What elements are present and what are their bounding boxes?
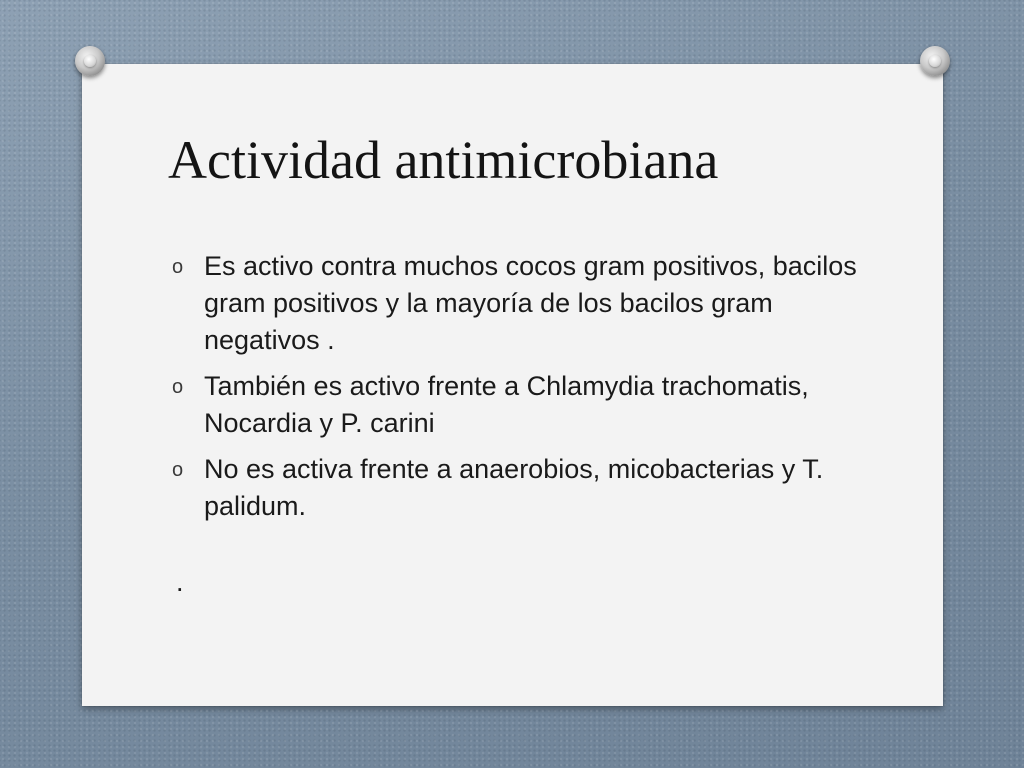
thumbtack-icon: [920, 46, 950, 76]
hollow-circle-bullet-icon: o: [172, 256, 184, 278]
trailing-period: .: [176, 567, 184, 597]
bullet-item: [172, 368, 872, 442]
bullet-item: [172, 451, 872, 525]
bullet-text: También es activo frente a Chlamydia trachomatis, Nocardia y P. carini: [204, 371, 809, 438]
thumbtack-icon: [75, 46, 105, 76]
hollow-circle-bullet-icon: o: [172, 376, 184, 398]
bullet-item: [172, 248, 872, 359]
bullet-list: [172, 248, 872, 534]
hollow-circle-bullet-icon: o: [172, 459, 184, 481]
slide-title: Actividad antimicrobiana: [168, 130, 719, 190]
bullet-text: No es activa frente a anaerobios, micobacterias y T. palidum.: [204, 454, 824, 521]
bullet-text: Es activo contra muchos cocos gram positivos, bacilos gram positivos y la mayoría de los bacilos gram negativos .: [204, 251, 857, 355]
